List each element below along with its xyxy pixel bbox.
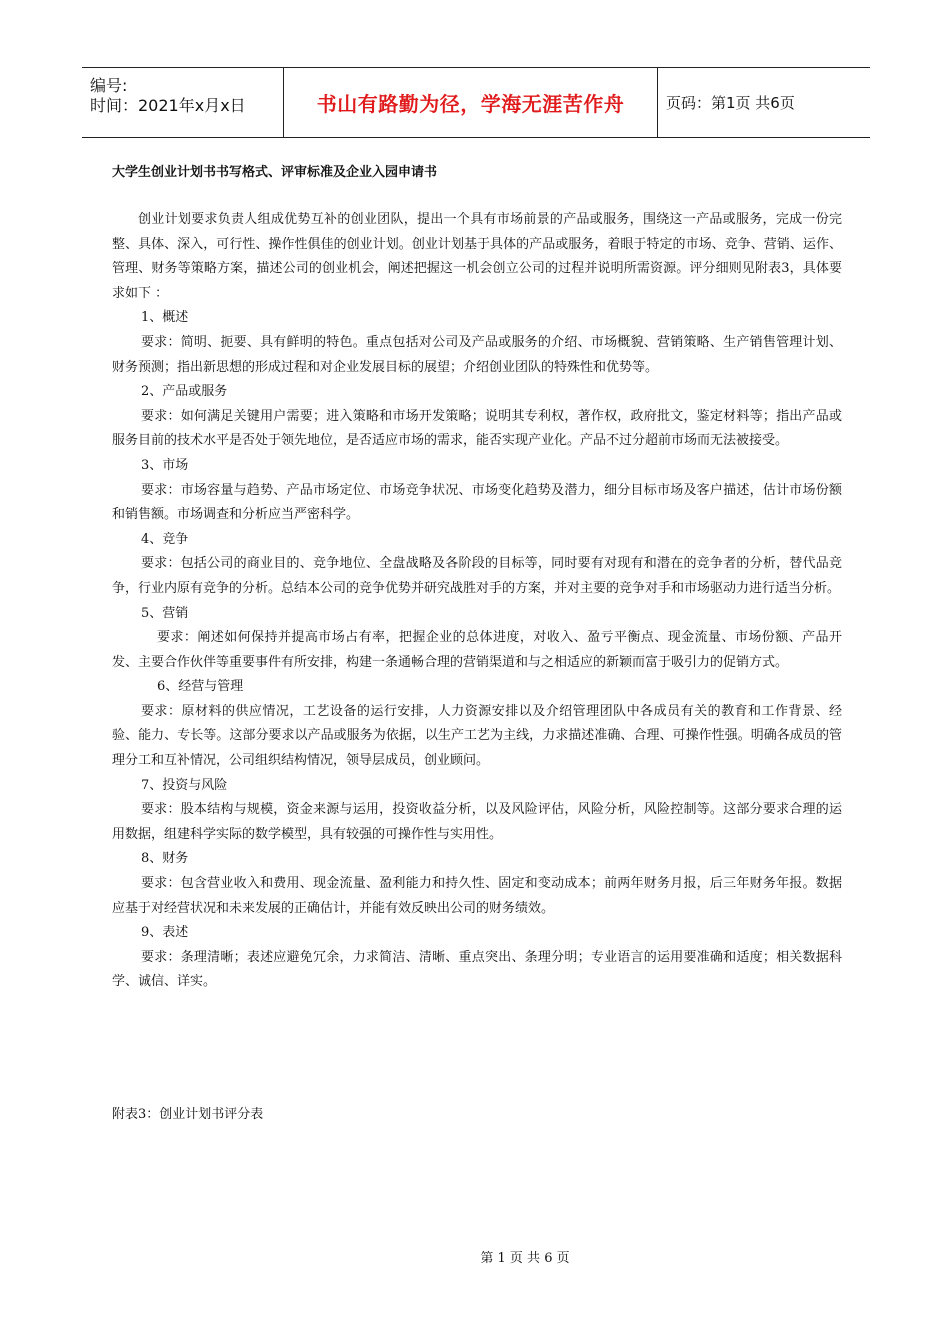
section-requirement: 要求：包含营业收入和费用、现金流量、盈利能力和持久性、固定和变动成本；前两年财务月报，后三年财务年报。数据应基于对经营状况和未来发展的正确估计，并能有效反映出公司的财务绩效。 [112, 876, 842, 916]
section-requirement: 要求：股本结构与规模，资金来源与运用，投资收益分析，以及风险评估，风险分析，风险控制等。这部分要求合理的运用数据，组建科学实际的数学模型，具有较强的可操作性与实用性。 [112, 802, 842, 842]
section-heading: 6、经营与管理 [157, 679, 244, 695]
section-heading: 1、概述 [141, 310, 189, 326]
header-motto-cell [283, 68, 658, 137]
document-time-label: 时间：2021年x月x日 [90, 96, 246, 115]
intro-paragraph: 创业计划要求负责人组成优势互补的创业团队，提出一个具有市场前景的产品或服务，围绕这一产品或服务，完成一份完整、具体、深入，可行性、操作性俱佳的创业计划。创业计划基于具体的产品或服务，着眼于特定的市场、竞争、营销、运作、管理、财务等策略方案，描述公司的创业机会，阐述把握这一机会创立公司的过程并说明所需资源。评分细则见附表3，具体要求如下 ： [112, 212, 842, 301]
section-requirement: 要求：简明、扼要、具有鲜明的特色。重点包括对公司及产品或服务的介绍、市场概貌、营销策略、生产销售管理计划、财务预测；指出新思想的形成过程和对企业发展目标的展望；介绍创业团队的特殊性和优势等。 [112, 334, 842, 375]
page-number: 第 1 页 共 6 页 [480, 1251, 570, 1266]
section-heading: 2、产品或服务 [141, 384, 228, 400]
motto-text: 书山有路勤为径，学海无涯苦作舟 [316, 92, 625, 116]
appendix-title: 附表3：创业计划书评分表 [112, 1107, 264, 1122]
section-heading: 3、市场 [141, 457, 189, 473]
section-requirement: 要求：条理清晰；表述应避免冗余，力求简洁、清晰、重点突出、条理分明；专业语言的运用要准确和适度；相关数据科学、诚信、详实。 [112, 949, 842, 990]
document-title: 大学生创业计划书书写格式、评审标准及企业入园申请书 [112, 165, 438, 180]
page-header [82, 67, 870, 138]
section-requirement: 要求：市场容量与趋势、产品市场定位、市场竞争状况、市场变化趋势及潜力，细分目标市场及客户描述，估计市场份额和销售额。市场调查和分析应当严密科学。 [112, 482, 842, 523]
header-meta-cell [82, 68, 282, 137]
page-footer [0, 1247, 950, 1266]
section-requirement: 要求：包括公司的商业目的、竞争地位、全盘战略及各阶段的目标等，同时要有对现有和潜在的竞争者的分析，替代品竞争，行业内原有竞争的分析。总结本公司的竞争优势并研究战胜对手的方案，并对主要的竞争对手和市场驱动力进行适当分析。 [112, 556, 842, 596]
section-heading: 5、营销 [141, 605, 189, 621]
document-number-label: 编号: [90, 76, 128, 95]
header-page-cell [657, 68, 870, 137]
section-heading: 7、投资与风险 [141, 777, 228, 793]
page-code-label: 页码：第1页 共6页 [666, 94, 795, 112]
section-requirement: 要求：阐述如何保持并提高市场占有率，把握企业的总体进度，对收入、盈亏平衡点、现金流量、市场份额、产品开发、主要合作伙伴等重要事件有所安排，构建一条通畅合理的营销渠道和与之相适应的新颖而富于吸引力的促销方式。 [112, 630, 842, 670]
section-requirement: 要求：原材料的供应情况，工艺设备的运行安排，人力资源安排以及介绍管理团队中各成员有关的教育和工作背景、经验、能力、专长等。这部分要求以产品或服务为依据，以生产工艺为主线，力求描述准确、合理、可操作性强。明确各成员的管理分工和互补情况，公司组织结构情况，领导层成员，创业顾问。 [112, 703, 842, 769]
document-body [112, 208, 842, 995]
section-requirement: 要求：如何满足关键用户需要；进入策略和市场开发策略；说明其专利权，著作权，政府批文，鉴定材料等；指出产品或服务目前的技术水平是否处于领先地位，是否适应市场的需求，能否实现产业化。产品不过分超前市场而无法被接受。 [112, 408, 842, 449]
section-heading: 4、竞争 [141, 531, 189, 547]
section-heading: 9、表述 [141, 925, 189, 941]
section-heading: 8、财务 [141, 851, 189, 867]
